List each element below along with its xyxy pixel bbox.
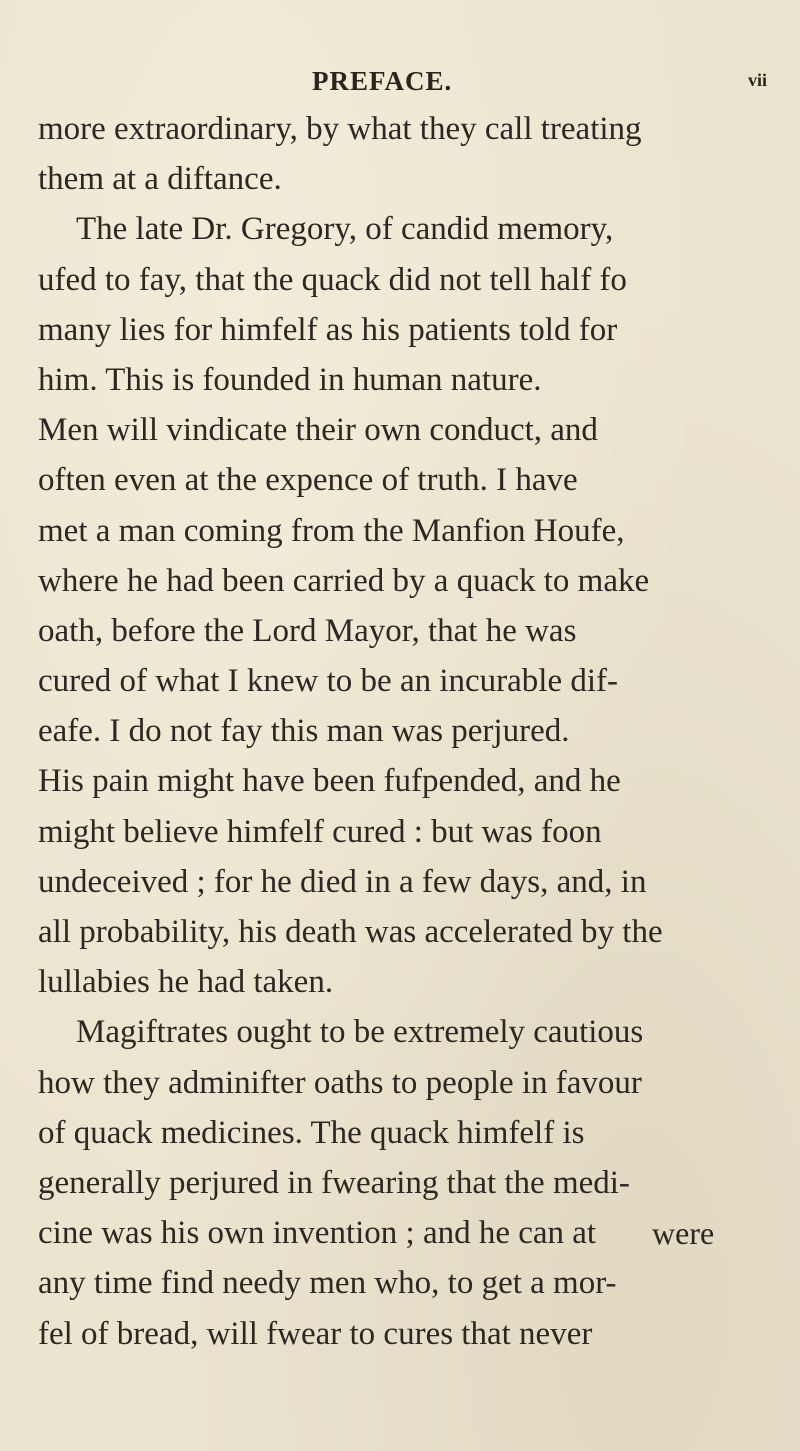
text-line: where he had been carried by a quack to make bbox=[38, 562, 650, 599]
text-line: lullabies he had taken. bbox=[38, 964, 334, 1001]
text-line: eafe. I do not fay this man was perjured. bbox=[38, 713, 570, 750]
text-line: might believe himfelf cured : but was foon bbox=[38, 813, 602, 850]
text-line: undeceived ; for he died in a few days, and, in bbox=[38, 863, 647, 900]
text-line: Men will vindicate their own conduct, and bbox=[38, 412, 598, 449]
text-line: more extraordinary, by what they call treating bbox=[38, 111, 642, 147]
text-line: Magiftrates ought to be extremely cautious bbox=[76, 1014, 644, 1051]
text-line: fel of bread, will fwear to cures that never bbox=[38, 1315, 593, 1352]
text-line: His pain might have been fufpended, and he bbox=[38, 763, 621, 800]
text-line: all probability, his death was accelerated by the bbox=[38, 914, 663, 950]
text-line: any time find needy men who, to get a mor- bbox=[38, 1265, 617, 1302]
text-line: ufed to fay, that the quack did not tell half fo bbox=[38, 261, 627, 298]
running-head bbox=[0, 66, 800, 102]
text-line: of quack medicines. The quack himfelf is bbox=[38, 1114, 585, 1151]
text-line: The late Dr. Gregory, of candid memory, bbox=[76, 211, 614, 248]
running-head-title: PREFACE. bbox=[312, 66, 453, 96]
text-line: many lies for himfelf as his patients told for bbox=[38, 311, 618, 348]
text-line: them at a diftance. bbox=[38, 161, 282, 198]
text-line: oath, before the Lord Mayor, that he was bbox=[38, 612, 577, 649]
text-line: cine was his own invention ; and he can at bbox=[38, 1215, 597, 1252]
catchword: were bbox=[652, 1215, 715, 1251]
page-number: vii bbox=[748, 70, 768, 90]
text-line: generally perjured in fwearing that the medi- bbox=[38, 1164, 630, 1201]
text-line: met a man coming from the Manfion Houfe, bbox=[38, 512, 625, 549]
text-line: cured of what I knew to be an incurable dif- bbox=[38, 663, 619, 700]
text-line: often even at the expence of truth. I have bbox=[38, 462, 578, 499]
body-text bbox=[38, 104, 738, 1359]
text-line: him. This is founded in human nature. bbox=[38, 361, 542, 398]
text-line: how they adminifter oaths to people in favour bbox=[38, 1064, 642, 1101]
